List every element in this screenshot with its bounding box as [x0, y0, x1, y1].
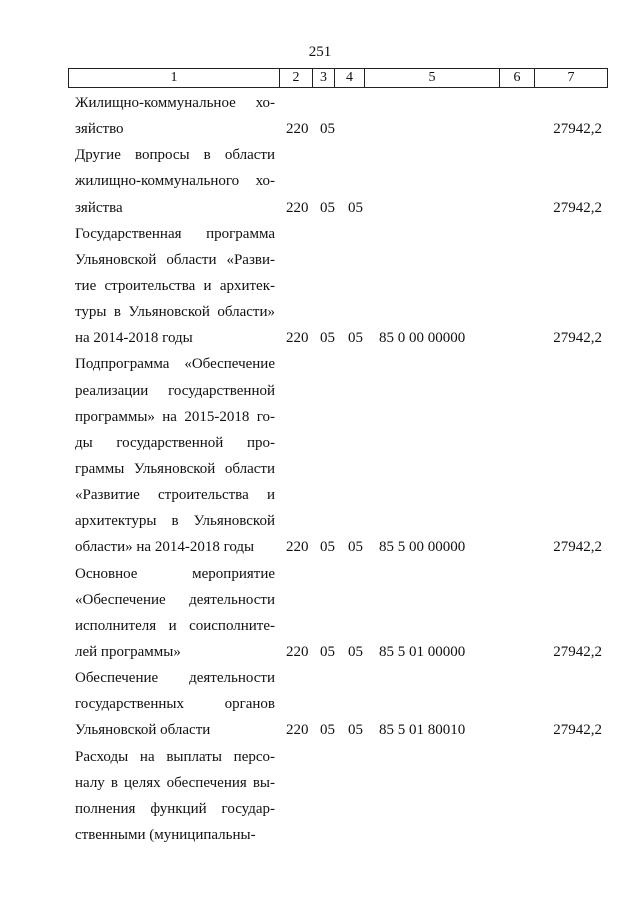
cell-col-5: 85 5 01 80010	[379, 722, 466, 739]
row-name-line: на 2014-2018 годы	[75, 330, 193, 347]
row-name-line: Подпрограмма «Обеспечение	[75, 356, 275, 373]
row-name-line: области» на 2014-2018 годы	[75, 539, 255, 556]
cell-col-4: 05	[348, 539, 363, 556]
cell-col-3: 05	[320, 330, 335, 347]
row-name-line: Жилищно-коммунальное хо-	[75, 95, 275, 111]
row-name-line: Ульяновской области «Разви-	[75, 251, 275, 268]
cell-col-4: 05	[348, 722, 363, 739]
table-header-row	[68, 68, 608, 88]
header-col-7: 7	[567, 70, 575, 85]
cell-col-2: 220	[286, 643, 309, 660]
header-col-2: 2	[280, 69, 313, 87]
cell-col-7: 27942,2	[553, 722, 602, 739]
cell-col-2: 220	[286, 121, 309, 138]
row-name-line: «Обеспечение деятельности	[75, 591, 275, 608]
cell-col-3: 05	[320, 539, 335, 556]
table-row	[0, 744, 640, 849]
cell-col-7: 27942,2	[553, 330, 602, 347]
cell-col-3: 05	[320, 722, 335, 739]
cell-col-7: 27942,2	[553, 539, 602, 556]
cell-col-2: 220	[286, 199, 309, 216]
row-name-line: ды государственной про-	[75, 434, 275, 451]
table-row	[0, 90, 640, 142]
header-col-5: 5	[365, 69, 500, 87]
cell-col-7: 27942,2	[553, 121, 602, 138]
cell-col-3: 05	[320, 643, 335, 660]
cell-col-2: 220	[286, 330, 309, 347]
header-col-4: 4	[335, 69, 365, 87]
cell-col-7: 27942,2	[553, 199, 602, 216]
row-name-line: исполнителя и соисполните-	[75, 617, 275, 634]
row-name-line: Ульяновской области	[75, 722, 211, 739]
row-name-line: лей программы»	[75, 643, 181, 660]
row-name	[75, 221, 275, 352]
row-name-line: жилищно-коммунального хо-	[75, 173, 275, 190]
cell-col-3: 05	[320, 199, 335, 216]
row-name-line: зяйство	[75, 121, 124, 138]
table-row	[0, 665, 640, 743]
cell-col-4: 05	[348, 330, 363, 347]
cell-col-3: 05	[320, 121, 335, 138]
table-row	[0, 351, 640, 560]
table-row	[0, 221, 640, 352]
row-name-line: «Развитие строительства и	[75, 487, 275, 504]
row-name	[75, 90, 275, 142]
row-name-line: полнения функций государ-	[75, 800, 275, 817]
row-name-line: Государственная программа	[75, 225, 275, 242]
row-name-line: Другие вопросы в области	[75, 147, 275, 164]
cell-col-4: 05	[348, 199, 363, 216]
row-name-line: граммы Ульяновской области	[75, 460, 275, 477]
table-row	[0, 561, 640, 666]
row-name-line: ственными (муниципальны-	[75, 826, 256, 843]
cell-col-7: 27942,2	[553, 643, 602, 660]
table-body	[0, 90, 640, 848]
cell-col-5: 85 5 00 00000	[379, 539, 466, 556]
header-col-1: 1	[69, 69, 280, 87]
header-col-6: 6	[500, 69, 535, 87]
row-name	[75, 744, 275, 849]
page-number: 251	[308, 44, 332, 60]
row-name-line: Основное мероприятие	[75, 565, 275, 582]
row-name-line: Расходы на выплаты персо-	[75, 748, 275, 765]
cell-col-5: 85 5 01 00000	[379, 643, 466, 660]
cell-col-2: 220	[286, 539, 309, 556]
cell-col-5: 85 0 00 00000	[379, 330, 466, 347]
cell-col-4: 05	[348, 643, 363, 660]
row-name-line: программы» на 2015-2018 го-	[75, 408, 275, 425]
row-name-line: реализации государственной	[75, 382, 275, 399]
row-name	[75, 142, 275, 220]
row-name	[75, 665, 275, 743]
row-name-line: тие строительства и архитек-	[75, 277, 275, 294]
row-name	[75, 561, 275, 666]
row-name-line: налу в целях обеспечения вы-	[75, 774, 275, 791]
row-name-line: архитектуры в Ульяновской	[75, 513, 275, 530]
row-name-line: государственных органов	[75, 696, 275, 713]
row-name	[75, 351, 275, 560]
row-name-line: туры в Ульяновской области»	[75, 304, 275, 321]
row-name-line: зяйства	[75, 199, 123, 216]
cell-col-2: 220	[286, 722, 309, 739]
table-row	[0, 142, 640, 220]
row-name-line: Обеспечение деятельности	[75, 670, 275, 687]
header-col-3: 3	[313, 69, 335, 87]
